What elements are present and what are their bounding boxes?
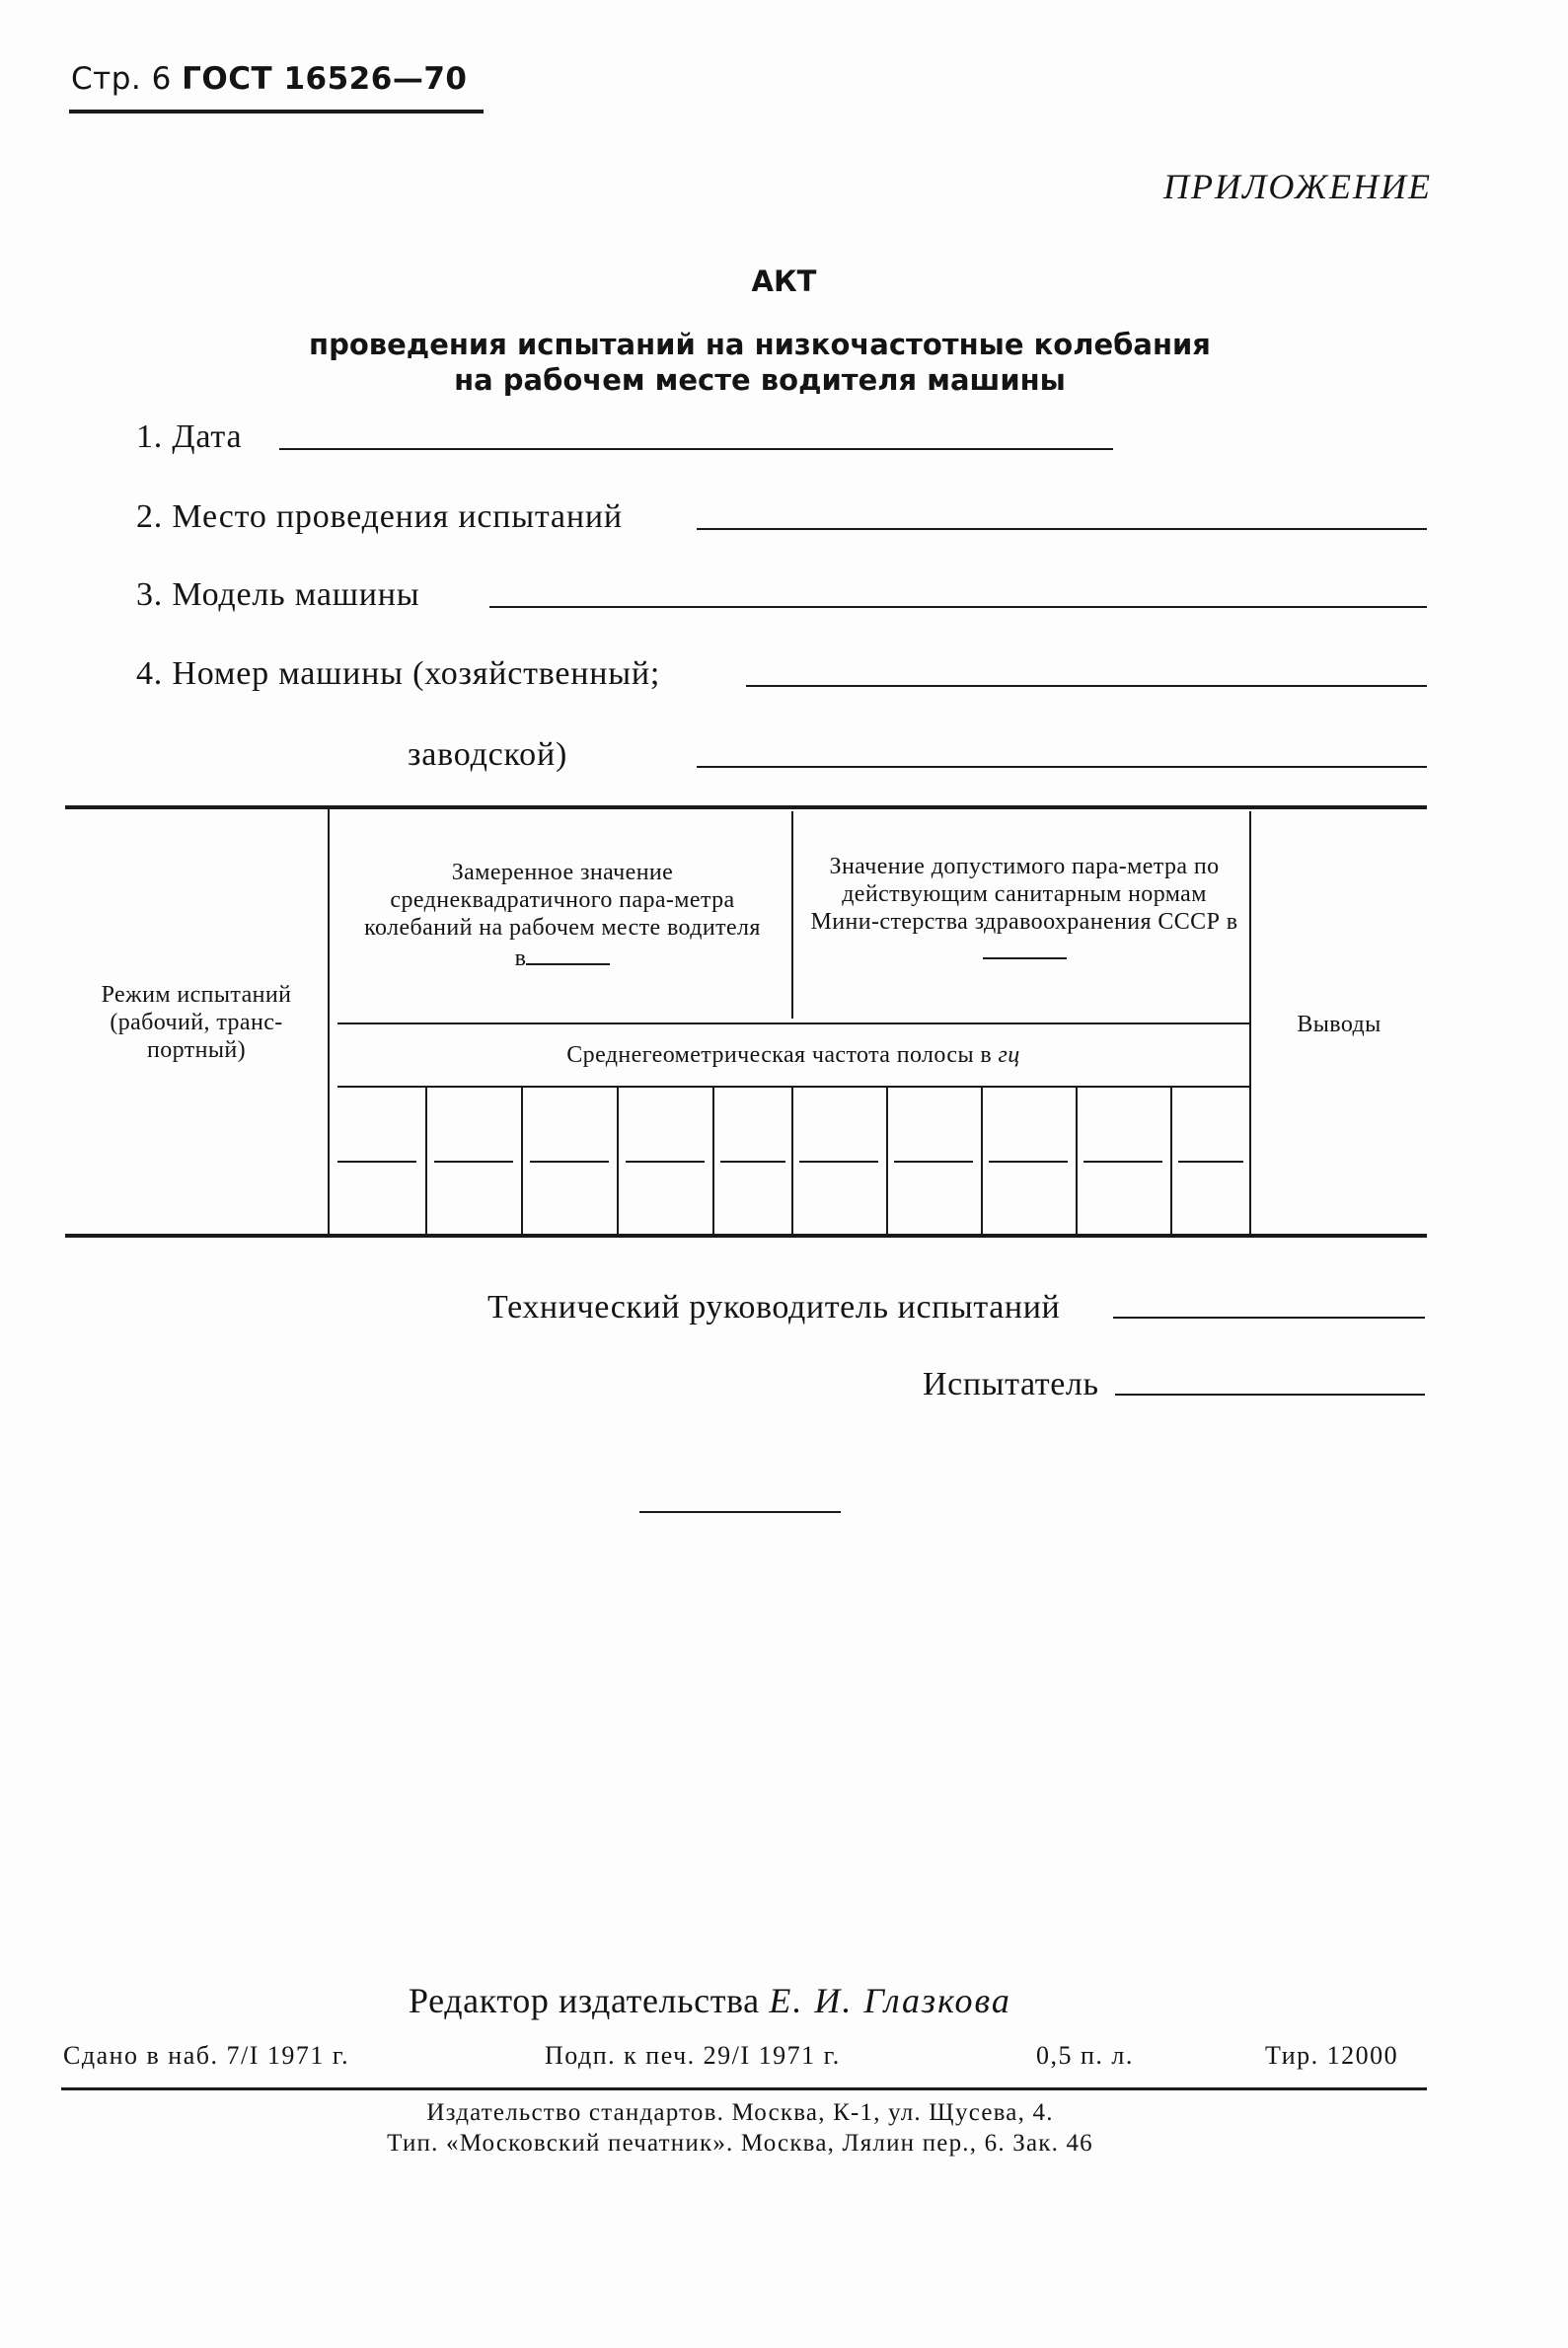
tester-label: Испытатель xyxy=(923,1366,1099,1402)
conclusions-column-header: Выводы xyxy=(1297,1012,1381,1037)
band-divider xyxy=(712,1088,714,1234)
col-divider-measured xyxy=(791,811,793,1019)
page-header xyxy=(71,61,467,97)
allowed-column-header: Значение допустимого пара-метра по действующим санитарным нормам Мини-стерства здравоохранения СССР в xyxy=(807,853,1241,966)
editor-name: Е. И. Глазкова xyxy=(769,1981,1011,2020)
band-value-blank[interactable] xyxy=(720,1161,785,1163)
factory-number-field[interactable] xyxy=(697,766,1427,768)
page-number: Стр. 6 xyxy=(71,61,172,97)
band-value-blank[interactable] xyxy=(530,1161,609,1163)
measured-unit-blank[interactable] xyxy=(526,942,610,965)
model-field[interactable] xyxy=(489,606,1427,608)
place-field-label: 2. Место проведения испытаний xyxy=(136,498,623,535)
band-divider xyxy=(617,1088,619,1234)
table-top-rule xyxy=(65,805,1427,809)
mode-column-header: Режим испытаний (рабочий, транс-портный) xyxy=(101,982,292,1063)
publisher-line2: Тип. «Московский печатник». Москва, Лялин пер., 6. Зак. 46 xyxy=(387,2130,1093,2157)
tester-signature-field[interactable] xyxy=(1115,1394,1425,1396)
band-value-blank[interactable] xyxy=(1178,1161,1243,1163)
publisher-line1: Издательство стандартов. Москва, К-1, ул. Щусева, 4. xyxy=(426,2099,1054,2126)
date-field[interactable] xyxy=(279,448,1113,450)
tech-lead-label: Технический руководитель испытаний xyxy=(487,1289,1061,1325)
band-divider xyxy=(425,1088,427,1234)
printed-sheets: 0,5 п. л. xyxy=(1036,2041,1134,2070)
act-title: АКТ xyxy=(751,265,817,298)
band-value-blank[interactable] xyxy=(799,1161,878,1163)
factory-number-label: заводской) xyxy=(408,736,568,773)
band-divider xyxy=(886,1088,888,1234)
band-value-blank[interactable] xyxy=(337,1161,416,1163)
freq-top-rule xyxy=(337,1023,1249,1024)
freq-bottom-rule xyxy=(337,1086,1249,1088)
place-field[interactable] xyxy=(697,528,1427,530)
band-value-blank[interactable] xyxy=(1083,1161,1162,1163)
act-subtitle-line1: проведения испытаний на низкочастотные колебания xyxy=(309,328,1211,361)
act-subtitle-line2: на рабочем месте водителя машины xyxy=(454,363,1066,397)
editor-label: Редактор издательства xyxy=(409,1981,760,2020)
appendix-label: ПРИЛОЖЕНИЕ xyxy=(1163,167,1432,206)
signed-date: Подп. к печ. 29/I 1971 г. xyxy=(545,2041,841,2070)
col-divider-mode xyxy=(328,809,330,1234)
band-value-blank[interactable] xyxy=(626,1161,705,1163)
end-separator xyxy=(639,1511,841,1513)
band-divider xyxy=(791,1088,793,1234)
imprint-rule xyxy=(61,2087,1427,2090)
table-bottom-rule xyxy=(65,1234,1427,1238)
submitted-date: Сдано в наб. 7/I 1971 г. xyxy=(63,2041,350,2070)
band-divider xyxy=(981,1088,983,1234)
date-field-label: 1. Дата xyxy=(136,418,243,455)
header-rule xyxy=(69,110,484,114)
number-field-label: 4. Номер машины (хозяйственный; xyxy=(136,655,661,692)
print-run: Тир. 12000 xyxy=(1265,2041,1399,2070)
standard-number: ГОСТ 16526—70 xyxy=(182,61,468,97)
band-divider xyxy=(1076,1088,1078,1234)
band-value-blank[interactable] xyxy=(989,1161,1068,1163)
tech-lead-signature-field[interactable] xyxy=(1113,1317,1425,1319)
band-divider xyxy=(521,1088,523,1234)
measured-column-header: Замеренное значение среднеквадратичного пара-метра колебаний на рабочем месте водителя в xyxy=(364,860,761,971)
band-divider xyxy=(1170,1088,1172,1234)
band-value-blank[interactable] xyxy=(894,1161,973,1163)
editor-line xyxy=(409,1980,1011,2021)
model-field-label: 3. Модель машины xyxy=(136,576,420,613)
household-number-field[interactable] xyxy=(746,685,1427,687)
allowed-unit-blank[interactable] xyxy=(983,936,1067,959)
band-value-blank[interactable] xyxy=(434,1161,513,1163)
frequency-unit: гц xyxy=(998,1042,1020,1068)
frequency-header: Среднегеометрическая частота полосы в гц xyxy=(566,1042,1020,1068)
